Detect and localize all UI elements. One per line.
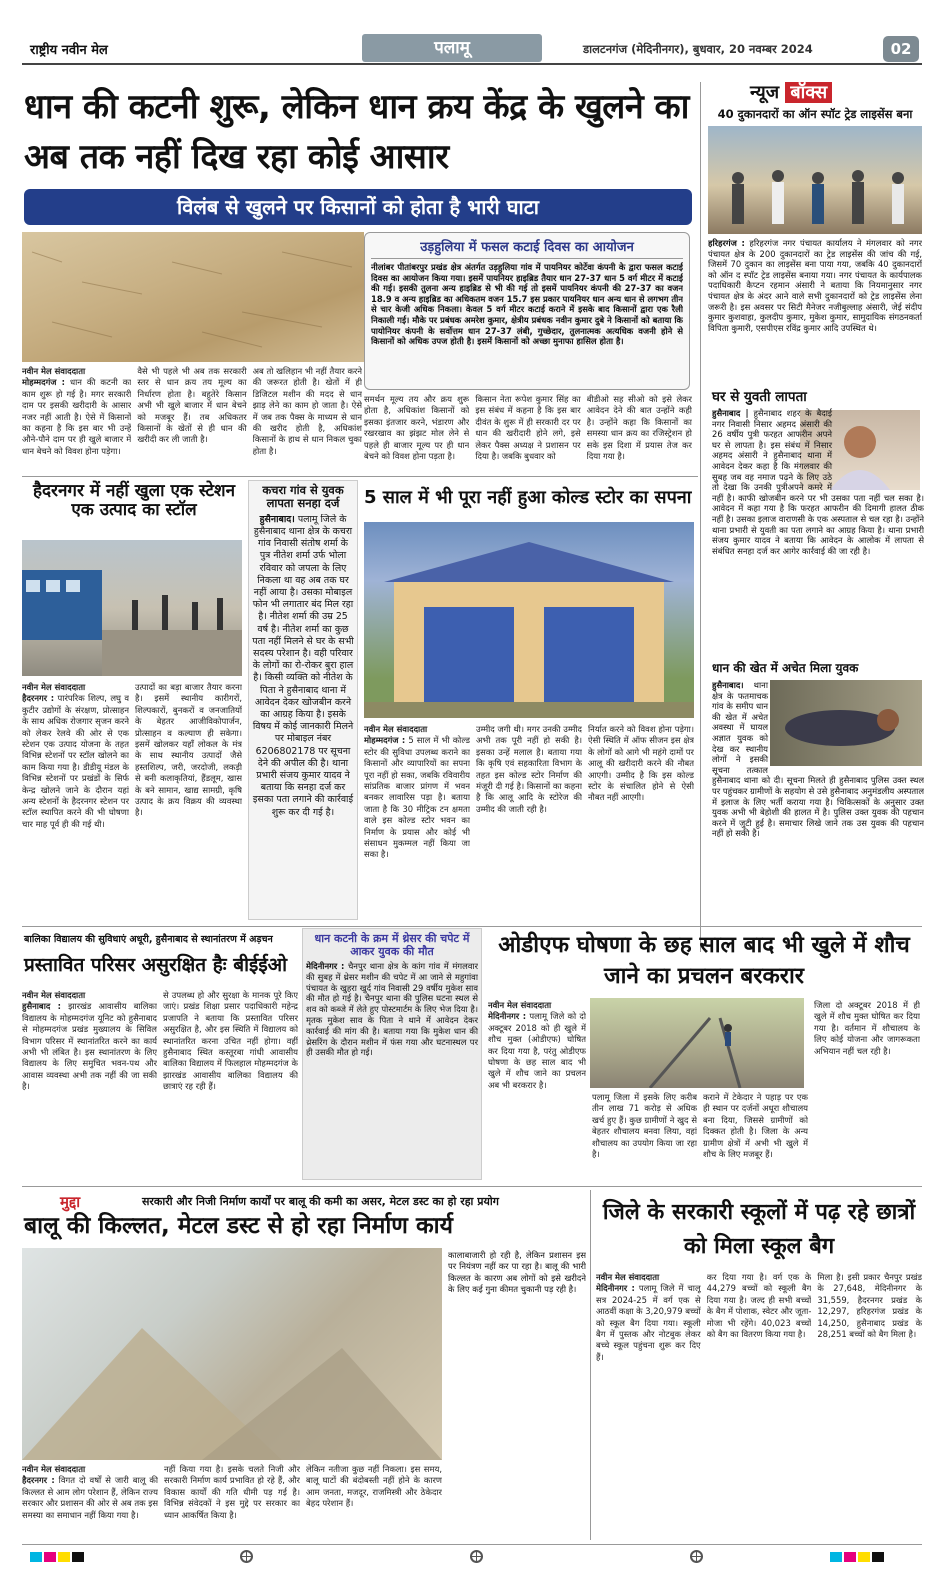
thresher-body [306,961,478,1169]
odf-col-4: जिला दो अक्टूबर 2018 में ही खुले में शौच मुक्त घोषित कर दिया गया है। वर्तमान में शौचालय के लिए कोई योजना और जागरूकता अभियान नहीं चल रही है। [814,1000,920,1056]
thresher-tag: धान कटनी के क्रम में थ्रेसर की चपेट में आकर युवक की मौत [314,932,470,958]
newsbox-place: हरिहरगंज : [708,238,745,248]
cold-col-1 [364,724,470,920]
cold-store-building [364,522,694,718]
crop-day-place: नीलांबर पीतांबरपुर [371,262,428,272]
crop-day-text: प्रखंड क्षेत्र अंतर्गत उड़हुलिया गांव में पायनियर कोर्टेवा कंपनी के द्वारा फसल कटाई दिवस का आयोजन किया गया। इसमें पायनियर हाइब्रिड तैयार धान 27-37 धान 5 वर्ग मीटर में कटाई की गई। इसकी तुलना अन्य हाइब्रिड से भी की गई तो इसमें पायनियर कंपनी की 27-37 का वजन 18.9 व अन्य हाइब्रिड का अधिकतम वजन 15.7 इस प्रकार पायनियर धान अन्य धान से लगभग तीन से चार केजी अधिक निकला। केवल 5 वर्ग मीटर कटाई कराने में इसके बाद किसानों द्वारा एक रैली निकाली गई। मौके पर प्रबंधक अमरेश कुमार, क्षेत्रीय प्रबंधक नवीन कुमार दुबे ने किसानों को बताया कि पायोनियर कंपनी के सर्वोत्तम धान 27-37 लंबी, गुच्छेदार, तुलनात्मक अत्यधिक वजनी होने से किसानों को अधिक उपज होती है। इसमें किसानों को अच्छा मुनाफा हासिल होता है। [371,262,683,347]
girls-school-body [22,990,298,1180]
lead-col-4: समर्थन मूल्य तय और क्रय शुरू होता है, अधिकांश किसानों को इसका इंतजार करने, भंडारण और रखरखाव का झंझट मोल लेने से पहले ही बाजार मूल्य पर ही धान बेचने को विवश होना पड़ता है। [364,394,470,462]
girls-school-headline: प्रस्तावित परिसर असुरक्षित हैः बीईईओ [24,954,288,976]
color-swatch [58,1552,70,1562]
kachra-headline: कचरा गांव से युवक लापता सनहा दर्ज [262,483,344,510]
girls-school-tag: बालिका विद्यालय की सुविधाएं अधूरी, हुसैनाबाद से स्थानांतरण में अड़चन [24,934,273,945]
trade-license-photo [708,126,922,234]
color-bar-left [30,1552,86,1562]
platform-train [22,540,242,676]
girls-place: हुसैनाबाद : [22,1001,62,1012]
lead-byline: नवीन मेल संवाददाता [22,366,86,376]
missing-youth-text: हुसैनाबाद शहर के बैदाई नगर निवासी निसार अहमद अंसारी की 26 वर्षीय पुत्री फरहत आफरीन अपने घर से लापता है। इस संबंध में निसार अहमद अंसारी ने हुसैनाबाद थाना में आवेदन देकर कहा है कि मंगलवार की सुबह जब वह नमाज पढ़ने के लिए उठे तो देखा कि उनकी पुत्रीअपने कमरे में नहीं है। काफी खोजबीन करने पर भी उसका पता नहीं चल सका है। आवेदन में कहा गया है कि फरहत आफरीन की दिमागी हालत ठीक नहीं है। उसका इलाज वाराणसी के एक अस्पताल से चल रहा है। उन्होंने थाना प्रभारी से युवती का पता लगाने का आग्रह किया है। थाना प्रभारी संजय कुमार यादव ने बताया कि आवेदन के आलोक में लापता से संबंधित सनहा दर्ज कर आगेर कार्रवाई की जा रही है। [712,408,924,556]
cold-col-3: निर्यात करने को विवश होना पड़ेगा। ऐसी स्थिति में ऑफ सीजन इस क्षेत्र के लोगों को आगे भी महंगे दामों पर आलू की खरीदारी करने की नौबत आएगी। उम्मीद है कि इस कोल्ड स्टोर के संचालित होने से ऐसी नौबत नहीं आएगी। [588,724,694,803]
cold-store-photo [364,522,694,718]
sand-heap [22,1248,442,1460]
station-text-1: पारंपरिक शिल्प, लघु व कुटीर उद्योगों के संरक्षण, प्रोत्साहन के साथ अधिक रोजगार सृजन करने को लेकर रेलवे की ओर से एक स्टेशन एक उत्पाद योजना के तहत विभिन्न स्टेशनों पर स्टॉल खोलने का काम किया गया है। डीडीयू मंडल के विभिन्न स्टेशनों पर प्रखंडों के सिर्फ केन्द्र खोलने जाने के दौरान यहां अन्य स्टेशनों के हैदरनगर स्टेशन पर स्टॉल स्थापित करने की भी घोषणा चार माह पूर्व ही की गई थी। [22,693,129,829]
sand-tagline: सरकारी और निजी निर्माण कार्यों पर बालू की कमी का असर, मेटल डस्ट का हो रहा प्रयोग [142,1195,499,1208]
odf-place: मेदिनीनगर : [488,1011,527,1022]
station-photo [22,540,242,676]
lead-col-3: अब तो खलिहान भी नहीं तैयार करने की जरूरत होती है। खेतों में ही डिजिटल मशीन की मदद से धान झाड़ लेने का काम हो जाता है। ऐसे में जब तक पैक्स के माध्यम से धान की खरीद होती है, अधिकांश किसानों के हाथ से धान निकल चुका होता है। [252,366,362,456]
sand-col-4: कालाबाजारी हो रही है, लेकिन प्रशासन इस पर नियंत्रण नहीं कर पा रहा है। बालू की भारी किल्लत के कारण अब लोगों को इसे खरीदने के लिए कई गुना कीमत चुकानी पड़ रही है। [448,1250,586,1295]
cold-store-body [364,724,694,920]
float-spacer-2 [768,680,924,774]
lead-body-2 [364,394,692,472]
crop-day-headline: उड़हुलिया में फसल कटाई दिवस का आयोजन [371,237,683,259]
missing-youth-place: हुसैनाबाद | [712,408,749,418]
station-col-1 [22,682,129,922]
section-label: पलामू [362,34,542,62]
sand-byline: नवीन मेल संवाददाता [22,1464,86,1474]
newsbox-label-b: बॉक्स [785,82,832,103]
bags-col-3: मिला है। इसी प्रकार चैनपुर प्रखंड के 27,648, मेदिनीनगर के 31,559, हैदरनगर प्रखंड के 12,297, हरिहरगंज प्रखंड के 14,250, हुसैनाबाद प्रखंड के 28,251 बच्चों को बैग मिला है। [817,1272,923,1340]
odf-byline: नवीन मेल संवाददाता [488,1000,552,1010]
unconscious-body [712,680,924,930]
newsbox-label [750,80,832,104]
sand-col-3: लेकिन नतीजा कुछ नहीं निकला। इस समय, बालू घाटों की बंदोबस्ती नहीं होने के कारण आम जनता, मजदूर, राजमिस्त्री और ठेकेदार बेहद परेशान हैं। [306,1464,442,1509]
station-body [22,682,242,922]
bags-col-2: कर दिया गया है। वर्ग एक के 44,279 बच्चों को स्कूली बैग दिया गया है। जल्द ही सभी बच्चों के बैग में पोशाक, स्वेटर और जूता-मोजा भी रहेंगे। 40,023 बच्चों को बैग का वितरण किया गया है। [706,1272,812,1340]
sand-tag: मुद्दा [60,1193,81,1211]
lead-headline: धान की कटनी शुरू, लेकिन धान क्रय केंद्र के खुलने का अब तक नहीं दिख रहा कोई आसार [24,87,689,177]
cold-place: मोहम्मदगंज : [364,735,406,746]
newsbox-headline: 40 दुकानदारों का ऑन स्पॉट ट्रेड लाइसेंस बना [717,107,913,121]
lead-col-5: किसान नेता रूपेश कुमार सिंह का इस संबंध में कहना है कि इस बार दीवंत के शुरू में ही सरकारी दर पर धान की खरीदारी होने लगे, इसे लेकर पैक्स अध्यक्ष ने प्रशासन पर दिया है। जबकि बुधवार को [475,394,581,462]
unconscious-headline: धान की खेत में अचेत मिला युवक [712,661,859,675]
sand-body [22,1464,442,1538]
cold-byline: नवीन मेल संवाददाता [364,724,428,734]
bags-place: मेदिनीनगर : [596,1283,635,1294]
sand-headline: बालू की किल्लत, मेटल डस्ट से हो रहा निर्माण कार्य [24,1213,453,1239]
cold-store-headline: 5 साल में भी पूरा नहीं हुआ कोल्ड स्टोर का सपना [364,487,692,508]
sand-col-2: नहीं किया गया है। इसके चलते निजी और सरकारी निर्माण कार्य प्रभावित हो रहे हैं, और विकास कार्यों की गति धीमी पड़ गई है। विभिन्न संवेदकों ने इस मुद्दे पर सरकार का ध्यान आकर्षित किया है। [164,1464,300,1520]
lead-col-6: बीडीओ सह सीओ को इसे लेकर आवेदन देने की बात उन्होंने कही है। उन्होंने कहा कि किसानों का समस्या धान क्रय का रजिस्ट्रेशन हो सके इस दिशा में प्रयास तेज कर दिया गया है। [586,394,692,462]
lead-subhead: विलंब से खुलने पर किसानों को होता है भारी घाटा [24,189,692,225]
cold-text-1: 5 साल में भी कोल्ड स्टोर की सुविधा उपलब्ध कराने का किसानों और व्यापारियों का सपना पूरा नहीं हो सका, जबकि रविवारीय सांप्रतिक बाजार प्रांगण में भवन बनकर लावारिस पड़ा है। बताया जाता है कि 30 मीट्रिक टन क्षमता वाले इस कोल्ड स्टोर भवन का निर्माण के प्रयास और कोई भी संसाधन मुकम्मल नहीं किया जा सका है। [364,735,470,860]
girls-byline: नवीन मेल संवाददाता [22,990,86,1000]
girls-col-1 [22,990,157,1180]
odf-body [488,1000,920,1180]
page-number: 02 [883,36,919,62]
registration-mark [470,1550,483,1563]
girls-text-1: झारखंड आवासीय बालिका विद्यालय के मोहम्मदगंज यूनिट को हुसैनाबाद से मोहम्मदगंज प्रखंड मुख्यालय के सिविल विभाग परिसर में स्थानांतरित करने का कार्य अभी भी लंबित है। इस स्थानांतरण के लिए विद्यालय के लिए समुचित भवन-पथ और आवास व्यवस्था अभी तक नहीं की जा सकी है। [22,1001,157,1092]
lead-place: मोहम्मदगंज : [22,377,66,388]
sand-col-1 [22,1464,158,1538]
registration-mark [690,1550,703,1563]
newsbox-text: हरिहरगंज नगर पंचायत कार्यालय ने मंगलवार को नगर पंचायत क्षेत्र के 200 दुकानदारों का ट्रेड लाइसेंस की जांच की गई, जिसमें 70 दुकान का लाइसेंस बना पाया गया, जबकि 40 दुकानदारों को ऑन द स्पॉट ट्रेड लाइसेंस बनाया गया। नगर पंचायत के कार्यपालक पदाधिकारी कैप्टन रहमान अंसारी ने बताया कि नियमानुसार नगर पंचायत क्षेत्र के अंदर आने वाले सभी दुकानदारों को ट्रेड लाइसेंस लेना जरूरी है। इस अवसर पर सिटी मैनेजर नजीबुल्लाह अंसारी, जेई संदीप कुमार कुशवाहा, कुलदीप कुमार, मुकेश कुमार, सामुदायिक संगठनकर्ता विपिता कुमारी, एसपीएस रविंद्र कुमार आदि उपस्थित थे। [708,238,922,333]
float-spacer [832,408,924,490]
bags-headline: जिले के सरकारी स्कूलों में पढ़ रहे छात्रों को मिला स्कूल बैग [602,1200,916,1259]
bags-body [596,1272,922,1538]
girls-col-2: से उपलब्ध हो और सुरक्षा के मानक पूरे किए जाएं। प्रखंड शिक्षा प्रसार पदाधिकारी महेन्द्र प्रजापति ने बताया कि प्रस्तावित परिसर असुरक्षित है, और इस स्थिति में विद्यालय को स्थानांतरित करना उचित नहीं होगा। वहीं हुसैनाबाद स्थित कस्तूरबा गांधी आवासीय बालिका विद्यालय में फिलहाल मोहम्मदगंज के झारखंड आवासीय बालिका विद्यालय की छात्राएं रह रही हैं। [163,990,298,1092]
lead-text-1: धान की कटनी का काम शुरू हो गई है। मगर सरकारी दाम पर इसकी खरीदारी के आसार नजर नहीं आती है। ऐसे में किसानों का कहना है कि इस बार भी उन्हें औने-पौने दाम पर ही खुले बाजार में धान बेचने को विवश होना पड़ेगा। [22,377,132,456]
color-swatch [830,1552,842,1562]
crop-day-box [364,232,690,390]
color-swatch [72,1552,84,1562]
unconscious-place: हुसैनाबाद। [712,680,744,690]
color-swatch [872,1552,884,1562]
missing-youth-body [712,408,924,664]
color-swatch [844,1552,856,1562]
odf-col-2: पलामू जिला में इसके लिए करीब तीन लाख 71 करोड़ से अधिक खर्च हुए हैं। कुछ ग्रामीणों ने खुद से बेहतर शौचालय बनवा लिया, वहां शौचालय का उपयोग किया जा रहा है। [592,1092,697,1160]
masthead: राष्ट्रीय नवीन मेल [30,43,108,58]
station-headline: हैदरनगर में नहीं खुला एक स्टेशन एक उत्पाद का स्टॉल [32,481,236,521]
thresher-text: चैनपुर थाना क्षेत्र के कांग गांव में मंगलवार की सुबह में थ्रेसर मशीन की चपेट में आ जाने से महुगांवा पंचायत के खुहरा खुर्द गांव निवासी 29 वर्षीय मुकेश साव की मौत हो गई है। चैनपुर थाना की पुलिस घटना स्थल से शव को कब्जे में लेते हुए पोस्टमार्टम के लिए भेज दिया है। मृतक मुकेश साव के पिता ने थाने में आवेदन देकर कार्रवाई की मांग की है। बताया गया कि मुकेश धान की थ्रेसरिंग के दौरान मशीन में फंस गया और घटनास्थल पर ही उसकी मौत हो गई। [306,961,478,1058]
lead-col-2: वैसे भी पहले भी अब तक सरकारी स्तर से धान क्रय तय मूल्य का निर्धारण होता है। बहुतेरे किसान अभी भी खुले बाजार में धान बेचने को मजबूर हैं। तब अधिकतर किसानों के खेतों से ही धान की खरीदी कर ली जाती है। [137,366,247,445]
paddy-field-photo [22,232,364,362]
dateline: डालटनगंज (मेदिनीनगर), बुधवार, 20 नवम्बर 2024 [583,42,813,56]
registration-mark [240,1550,253,1563]
station-place: हैदरनगर : [22,693,55,704]
kachra-body [252,514,354,894]
newsbox-label-a: न्यूज [750,82,780,103]
color-swatch [858,1552,870,1562]
kachra-box [248,480,358,920]
odf-col-3: कराने में टेकेदार ने पहाड़ पर एक ही स्थान पर दर्जनों अधूरा शौचालय बना दिया, जिससे ग्रामीणों को दिक्कत होती है। जिला के अन्य ग्रामीण क्षेत्रों में अभी भी खुले में शौच के लिए मजबूर हैं। [703,1092,808,1160]
thresher-box [302,928,482,1180]
paddy-texture [22,232,364,362]
kachra-place: हुसैनाबाद। [259,513,295,525]
station-byline: नवीन मेल संवाददाता [22,682,86,692]
missing-youth-headline: घर से युवती लापता [712,389,807,405]
unconscious-text: थाना क्षेत्र के फतमाचक गांव के समीप धान की खेत में अचेत अवस्था में घायल अज्ञात युवक को देख कर स्थानीय लोगों ने इसकी सूचना तत्काल हुसैनाबाद थाना को दी। सूचना मिलते ही हुसैनाबाद पुलिस उक्त स्थल पर पहुंचकर ग्रामीणों के सहयोग से उसे हुसैनाबाद अनुमंडलीय अस्पताल में इलाज के लिए भर्ती कराया गया है। चिकित्सकों के अनुसार उक्त युवक अभी भी बेहोशी की हालत में है। पुलिस उक्त युवक की पहचान करने में जुटी हुई है। समाचार लिखे जाने तक उस युवक की पहचान नहीं हो सकी है। [712,680,924,839]
lead-col-1 [22,366,131,470]
sand-pile-photo [22,1248,442,1460]
station-col-2: उत्पादों का बड़ा बाजार तैयार करना है। इसमें स्थानीय कारीगरों, शिल्पकारों, बुनकरों व जनजातियों के बेहतर आजीविकोपार्जन, प्रोत्साहन व कल्याण ही सकेगा। इसमें खोलकर यहाँ लोकल के मंत्र के साथ स्थानीय उत्पादों जैसे हस्तशिल्प, जरी, जरदोजी, लकड़ी से बनी कलाकृतियां, हैंडलूम, खास के बने सामान, खाद्य सामग्री, कृषि उत्पाद के क्रय विक्रय की व्यवस्था है। [135,682,242,818]
sand-text-1: विगत दो वर्षों से जारी बालू की किल्लत से आम लोग परेशान हैं, लेकिन राज्य सरकार और प्रशासन की ओर से अब तक इस समस्या का समाधान नहीं किया गया है। [22,1475,158,1520]
crop-day-body [371,262,683,392]
odf-headline: ओडीएफ घोषणा के छह साल बाद भी खुले में शौच जाने का प्रचलन बरकरार [498,932,910,989]
lead-body [22,366,362,470]
odf-col-1 [488,1000,586,1180]
sand-place: हैदरनगर : [22,1475,55,1486]
color-bar-right [830,1552,886,1562]
bags-byline: नवीन मेल संवाददाता [596,1272,660,1282]
color-swatch [44,1552,56,1562]
thresher-place: मेदिनीनगर : [306,961,345,971]
bags-text-1: पलामू जिले में चालू सत्र 2024-25 में वर्ग एक से आठवीं कक्षा के 3,20,979 बच्चों को स्कूल बैग दिया गया। स्कूली बैग में पुस्तक और नोटबुक लेकर बच्चे स्कूल पहुंचना शुरू कर दिए हैं। [596,1283,701,1362]
people-group [708,126,922,234]
odf-text-1: पलामू जिले को दो अक्टूबर 2018 को ही खुले में शौच मुक्त (ओडीएफ) घोषित कर दिया गया है, परंतु ओडीएफ घोषणा के छह साल बाद भी खुले में शौच जाने का प्रचलन अब भी बरकरार है। [488,1011,586,1090]
newsbox-body [708,238,922,386]
color-swatch [30,1552,42,1562]
bags-col-1 [596,1272,701,1538]
cold-col-2: उम्मीद जगी थी। मगर उनकी उम्मीद अभी तक पूरी नहीं हो सकी है। इसका उन्हें मलाल है। बताया गया कि कृषि एवं सहकारिता विभाग के तहत इस कोल्ड स्टोर निर्माण की मंजूरी दी गई है। किसानों का कहना है कि आलू आदि के स्टोरेज की उम्मीद की जाती रही है। [476,724,582,814]
kachra-text: पलामू जिले के हुसैनाबाद थाना क्षेत्र के कचरा गांव निवासी संतोष शर्मा के पुत्र नीतेश शर्मा उर्फ भोला रविवार को जपला के लिए निकला था वह अब तक घर नहीं आया है। उसका मोबाइल फोन भी लगातार बंद मिल रहा है। नीतेश शर्मा की उम्र 25 वर्ष है। नीतेश शर्मा का कुछ पता नहीं मिलने से घर के सभी सदस्य परेशान है। वही परिवार के लोगों का रो-रोकर बुरा हाल है। किसी व्यक्ति को नीतेश के पिता ने हुसैनाबाद थाना में आवेदन देकर खोजबीन करने का आग्रह किया है। इसके विषय में कोई जानकारी मिलने पर मोबाइल नंबर 6206802178 पर सूचना देने की अपील की है। थाना प्रभारी संजय कुमार यादव ने बताया कि सनहा दर्ज कर इसका पता लगाने की कार्रवाई शुरू कर दी गई है। [252,513,354,818]
